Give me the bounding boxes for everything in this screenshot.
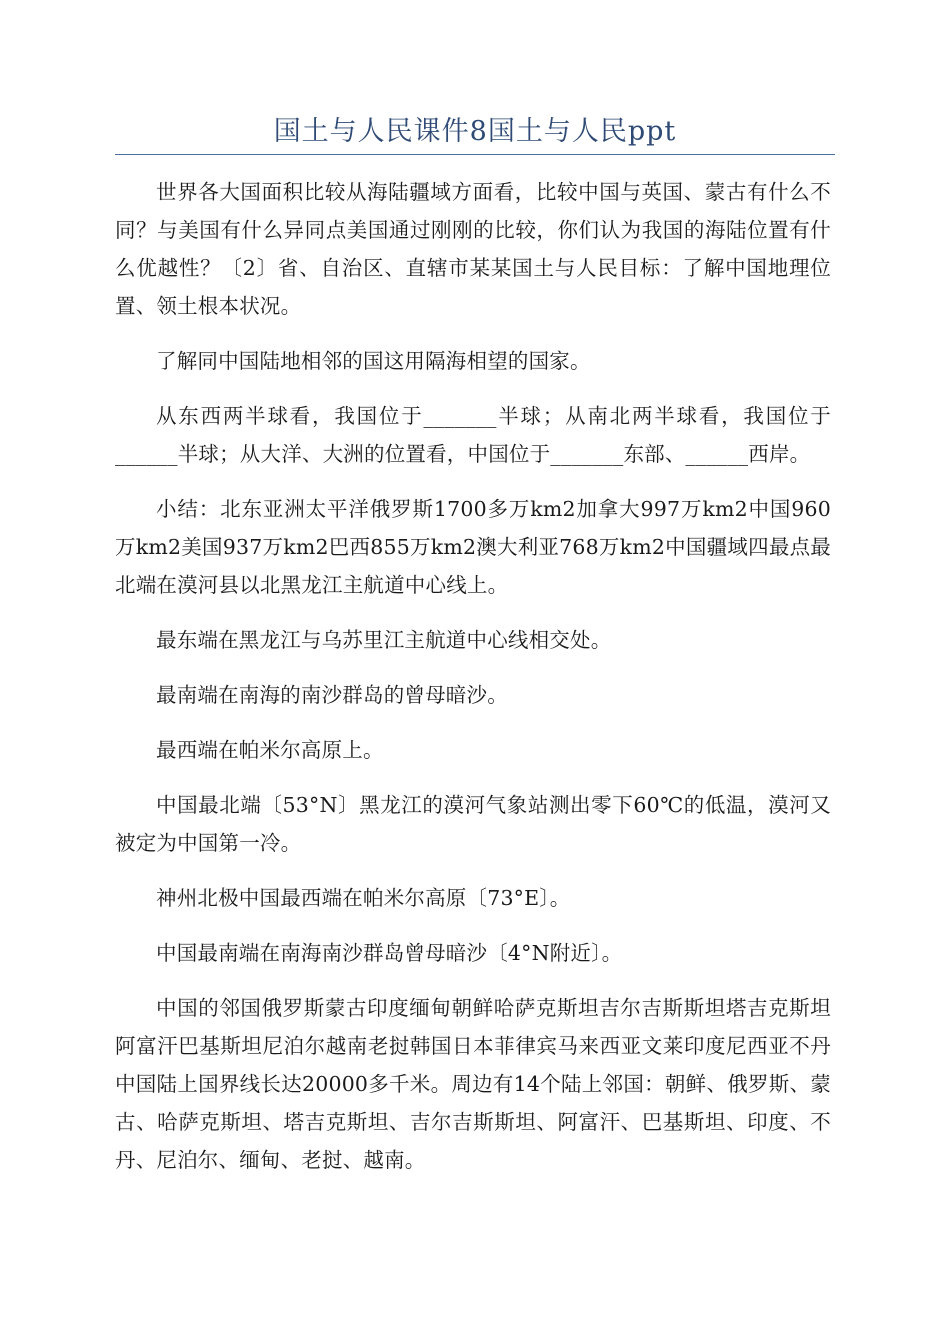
paragraph: 中国最北端〔53°N〕黑龙江的漠河气象站测出零下60℃的低温，漠河又被定为中国第一冷。 — [115, 793, 831, 855]
document-body — [115, 173, 831, 1196]
paragraph: 神州北极中国最西端在帕米尔高原〔73°E〕。 — [156, 886, 571, 910]
title-divider — [115, 154, 835, 155]
paragraph: 最西端在帕米尔高原上。 — [156, 738, 384, 762]
paragraph: 最南端在南海的南沙群岛的曾母暗沙。 — [156, 683, 508, 707]
page-title: 国土与人民课件8国土与人民ppt — [273, 116, 677, 147]
paragraph: 小结：北东亚洲太平洋俄罗斯1700多万km2加拿大997万km2中国960万km2美国937万km2巴西855万km2澳大利亚768万km2中国疆域四最点最北端在漠河县以北黑龙江主航道中心线上。 — [115, 497, 831, 597]
paragraph: 从东西两半球看，我国位于_______半球；从南北两半球看，我国位于______半球；从大洋、大洲的位置看，中国位于_______东部、______西岸。 — [115, 404, 831, 466]
paragraph: 中国最南端在南海南沙群岛曾母暗沙〔4°N附近〕。 — [156, 941, 623, 965]
paragraph: 中国的邻国俄罗斯蒙古印度缅甸朝鲜哈萨克斯坦吉尔吉斯斯坦塔吉克斯坦阿富汗巴基斯坦尼泊尔越南老挝韩国日本菲律宾马来西亚文莱印度尼西亚不丹中国陆上国界线长达20000多千米。周边有14个陆上邻国：朝鲜、俄罗斯、蒙古、哈萨克斯坦、塔吉克斯坦、吉尔吉斯斯坦、阿富汗、巴基斯坦、印度、不丹、尼泊尔、缅甸、老挝、越南。 — [115, 996, 831, 1172]
paragraph: 世界各大国面积比较从海陆疆域方面看，比较中国与英国、蒙古有什么不同？与美国有什么异同点美国通过刚刚的比较，你们认为我国的海陆位置有什么优越性？〔2〕省、自治区、直辖市某某国土与人民目标：了解中国地理位置、领土根本状况。 — [115, 180, 831, 318]
paragraph: 最东端在黑龙江与乌苏里江主航道中心线相交处。 — [156, 628, 612, 652]
paragraph: 了解同中国陆地相邻的国这用隔海相望的国家。 — [156, 349, 591, 373]
